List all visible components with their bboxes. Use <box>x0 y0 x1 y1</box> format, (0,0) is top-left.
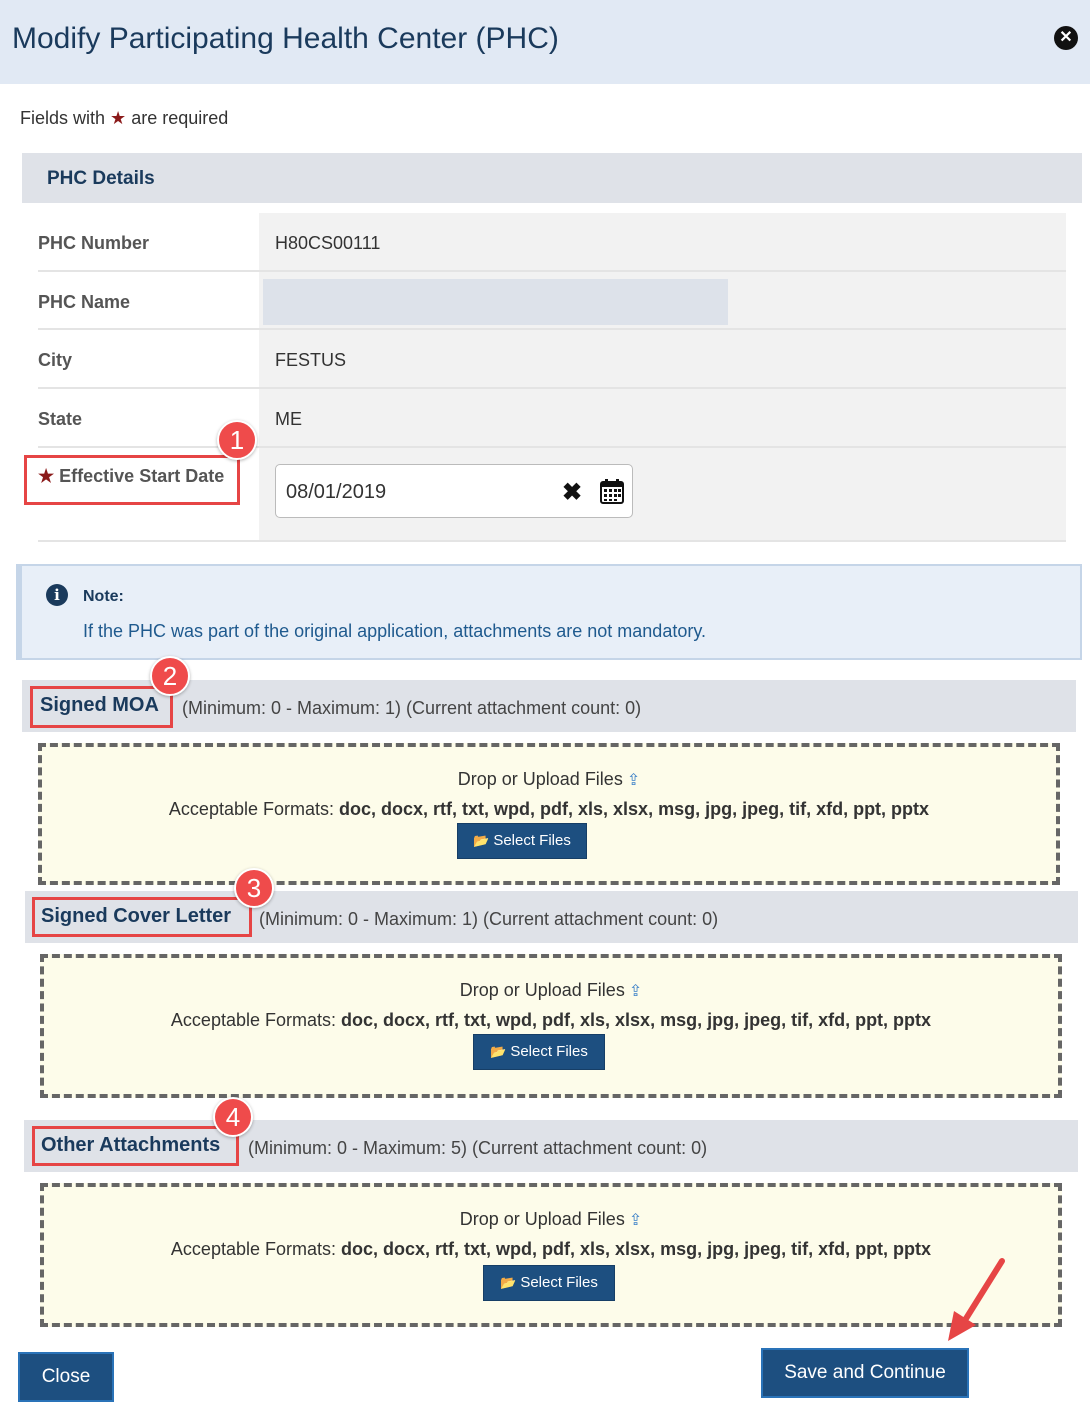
folder-open-icon: 📂 <box>473 833 490 848</box>
drop-upload-text: Drop or Upload Files <box>459 1209 625 1229</box>
close-icon[interactable]: ✕ <box>1054 26 1078 50</box>
city-cell <box>259 330 1066 387</box>
save-and-continue-button[interactable]: Save and Continue <box>761 1348 969 1398</box>
other-attachments-meta: (Minimum: 0 - Maximum: 5) (Current attachment count: 0) <box>248 1138 708 1158</box>
state-row <box>38 389 1066 448</box>
acceptable-formats-list: doc, docx, rtf, txt, wpd, pdf, xls, xlsx, msg, jpg, jpeg, tif, xfd, ppt, pptx <box>339 799 930 819</box>
acceptable-formats-label: Acceptable Formats: <box>170 1239 336 1259</box>
info-note <box>16 564 1082 660</box>
close-button[interactable]: Close <box>18 1352 114 1402</box>
acceptable-formats-list: doc, docx, rtf, txt, wpd, pdf, xls, xlsx, msg, jpg, jpeg, tif, xfd, ppt, pptx <box>341 1239 932 1259</box>
callout-box-4 <box>32 1126 239 1166</box>
signed-cover-letter-meta: (Minimum: 0 - Maximum: 1) (Current attachment count: 0) <box>259 909 719 929</box>
callout-badge-1: 1 <box>217 420 257 460</box>
signed-moa-dropzone[interactable] <box>38 743 1060 885</box>
signed-moa-select-files-button[interactable] <box>457 823 587 859</box>
select-files-label: Select Files <box>493 832 571 849</box>
folder-open-icon: 📂 <box>500 1275 517 1290</box>
note-text: If the PHC was part of the original application, attachments are not mandatory. <box>83 621 706 641</box>
start-date-value: 08/01/2019 <box>286 481 387 503</box>
modal-title: Modify Participating Health Center (PHC) <box>12 22 559 55</box>
other-attachments-title: Other Attachments <box>41 1134 221 1156</box>
city-value: FESTUS <box>275 350 347 370</box>
state-label: State <box>38 409 83 429</box>
signed-cover-letter-select-files-button[interactable] <box>473 1034 605 1070</box>
required-note-prefix: Fields with <box>20 108 106 128</box>
section-title: PHC Details <box>47 168 155 189</box>
city-row <box>38 330 1066 389</box>
drop-upload-text: Drop or Upload Files <box>459 980 625 1000</box>
signed-moa-meta: (Minimum: 0 - Maximum: 1) (Current attachment count: 0) <box>182 698 642 718</box>
acceptable-formats-label: Acceptable Formats: <box>168 799 334 819</box>
phc-number-value: H80CS00111 <box>275 233 381 253</box>
required-star-icon: ★ <box>38 466 55 486</box>
callout-box-2 <box>30 686 173 728</box>
callout-badge-3: 3 <box>234 868 274 908</box>
signed-cover-letter-title: Signed Cover Letter <box>41 905 232 927</box>
city-label: City <box>38 350 73 370</box>
select-files-label: Select Files <box>510 1043 588 1060</box>
folder-open-icon: 📂 <box>490 1044 507 1059</box>
other-attachments-dropzone[interactable] <box>40 1183 1062 1327</box>
phc-name-label: PHC Name <box>38 292 131 312</box>
phc-name-cell <box>259 272 1066 328</box>
callout-badge-4: 4 <box>213 1097 253 1137</box>
modal-header <box>0 0 1090 84</box>
other-attachments-select-files-button[interactable] <box>483 1265 615 1301</box>
acceptable-formats-label: Acceptable Formats: <box>170 1010 336 1030</box>
phc-name-redacted-value <box>263 279 728 325</box>
state-cell <box>259 389 1066 446</box>
signed-cover-letter-dropzone[interactable] <box>40 954 1062 1098</box>
upload-icon: ⇪ <box>626 772 641 789</box>
phc-name-row <box>38 272 1066 330</box>
required-fields-note <box>20 108 228 129</box>
phc-details-header <box>22 153 1082 203</box>
upload-icon: ⇪ <box>628 983 643 1000</box>
state-value: ME <box>275 409 302 429</box>
note-title: Note: <box>83 588 124 605</box>
calendar-icon[interactable] <box>600 478 624 509</box>
start-date-label-text: Effective Start Date <box>59 466 225 486</box>
callout-box-1 <box>24 455 240 505</box>
callout-badge-2: 2 <box>150 656 190 696</box>
phc-number-label: PHC Number <box>38 233 150 253</box>
upload-icon: ⇪ <box>628 1212 643 1229</box>
info-icon: i <box>46 584 68 606</box>
acceptable-formats-list: doc, docx, rtf, txt, wpd, pdf, xls, xlsx, msg, jpg, jpeg, tif, xfd, ppt, pptx <box>341 1010 932 1030</box>
drop-upload-text: Drop or Upload Files <box>457 769 623 789</box>
start-date-input[interactable] <box>275 464 633 518</box>
select-files-label: Select Files <box>520 1274 598 1291</box>
phc-number-row <box>38 213 1066 272</box>
signed-moa-title: Signed MOA <box>40 694 159 716</box>
callout-box-3 <box>32 897 252 937</box>
clear-date-icon[interactable]: ✖ <box>562 479 583 506</box>
required-star-icon: ★ <box>110 108 127 128</box>
start-date-cell <box>259 448 1066 540</box>
required-note-suffix: are required <box>131 108 229 128</box>
phc-number-cell <box>259 213 1066 270</box>
pointer-arrow-icon <box>940 1255 1010 1350</box>
